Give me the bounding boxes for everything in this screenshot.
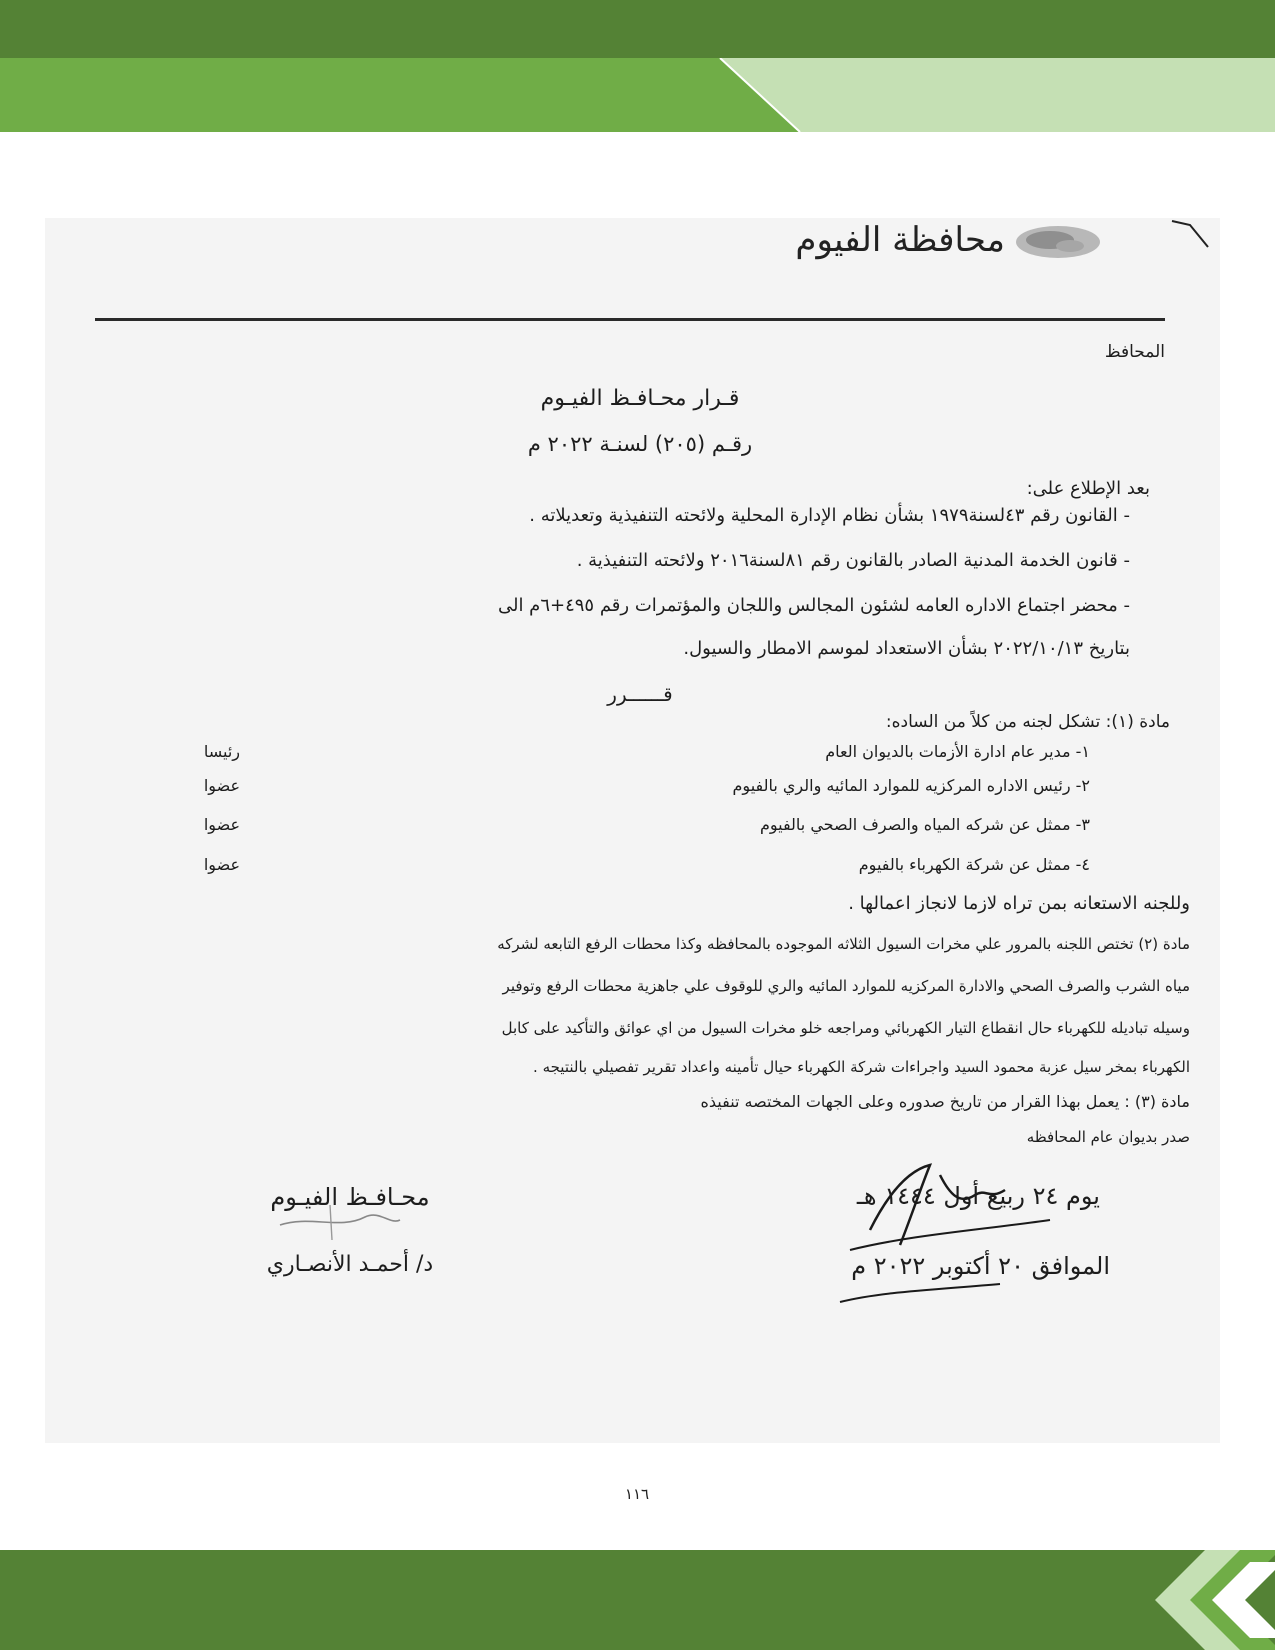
preamble-item: - القانون رقم ٤٣لسنة١٩٧٩ بشأن نظام الإدارة المحلية ولائحته التنفيذية وتعديلاته .: [529, 505, 1130, 526]
issued-at: صدر بديوان عام المحافظه: [1026, 1128, 1190, 1146]
member-role: عضوا: [203, 815, 240, 834]
member-role: عضوا: [203, 855, 240, 874]
preamble-item: بتاريخ ٢٠٢٢/١٠/١٣ بشأن الاستعداد لموسم الامطار والسيول.: [683, 638, 1130, 659]
governorate-header: محافظة الفيوم: [795, 220, 1005, 260]
member-name: ٢- رئيس الاداره المركزيه للموارد المائيه والري بالفيوم: [732, 776, 1090, 795]
member-role: رئيسا: [203, 742, 240, 761]
decree-number: رقـم (٢٠٥) لسنـة ٢٠٢٢ م: [527, 432, 753, 456]
member-name: ٣- ممثل عن شركه المياه والصرف الصحي بالفيوم: [759, 815, 1090, 834]
article-3: مادة (٣) : يعمل بهذا القرار من تاريخ صدوره وعلى الجهات المختصه تنفيذه: [700, 1092, 1190, 1111]
signatory-title: محـافـظ الفيـوم: [270, 1183, 430, 1211]
article-2-line: مادة (٢) تختص اللجنه بالمرور علي مخرات السيول الثلاثه الموجوده بالمحافظه وكذا محطات الرفع التابعه لشركه: [497, 935, 1190, 953]
office-label: المحافظ: [1104, 342, 1165, 362]
decree-title: قـرار محـافـظ الفيـوم: [540, 386, 740, 411]
article-2-line: الكهرباء بمخر سيل عزبة محمود السيد واجراءات شركة الكهرباء حيال تأمينه واعداد تقرير تفصيلي بالنتيجه .: [533, 1058, 1190, 1076]
hijri-date: يوم ٢٤ ربيع أول ١٤٤٤ هـ: [856, 1182, 1100, 1210]
top-banner-green-stripes: [0, 58, 1275, 140]
member-name: ١- مدير عام ادارة الأزمات بالديوان العام: [825, 742, 1090, 761]
handwritten-date-signature: [840, 1150, 1080, 1260]
corner-tick-mark: [1170, 215, 1210, 250]
header-rule: [95, 318, 1165, 321]
preamble-item: - محضر اجتماع الاداره العامه لشئون المجالس واللجان والمؤتمرات رقم ٤٩٥+٦م الى: [497, 595, 1130, 616]
bottom-banner: [0, 1550, 1275, 1650]
article-1-intro: مادة (١): تشكل لجنه من كلاً من الساده:: [885, 712, 1170, 732]
chevron-arrows-icon: [1100, 1550, 1275, 1650]
top-banner: [0, 0, 1275, 140]
handwritten-month-signature: [830, 1262, 1010, 1312]
stamp-emblem: [1010, 220, 1105, 265]
top-banner-dark-strip: [0, 0, 1275, 58]
gregorian-date: الموافق ٢٠ أكتوبر ٢٠٢٢ م: [851, 1252, 1110, 1280]
article-2-line: مياه الشرب والصرف الصحي والادارة المركزيه للموارد المائيه والري للوقوف علي جاهزية محطات الرفع وتوفير: [502, 977, 1190, 995]
governor-signature: [270, 1195, 410, 1250]
page-number: ١١٦: [624, 1485, 650, 1503]
member-role: عضوا: [203, 776, 240, 795]
article-2-line: وسيله تباديله للكهرباء حال انقطاع التيار الكهربائي ومراجعه خلو مخرات السيول من اي عوائق والتأكيد على كابل: [501, 1019, 1190, 1037]
decides-heading: قــــــرر: [607, 682, 673, 706]
member-name: ٤- ممثل عن شركة الكهرباء بالفيوم: [858, 855, 1090, 874]
signatory-name: د/ أحمـد الأنصـاري: [266, 1252, 434, 1277]
preamble-intro: بعد الإطلاع على:: [1026, 478, 1150, 499]
article-1-closing: وللجنه الاستعانه بمن تراه لازما لانجاز اعمالها .: [848, 893, 1190, 914]
preamble-item: - قانون الخدمة المدنية الصادر بالقانون رقم ٨١لسنة٢٠١٦ ولائحته التنفيذية .: [576, 550, 1130, 571]
